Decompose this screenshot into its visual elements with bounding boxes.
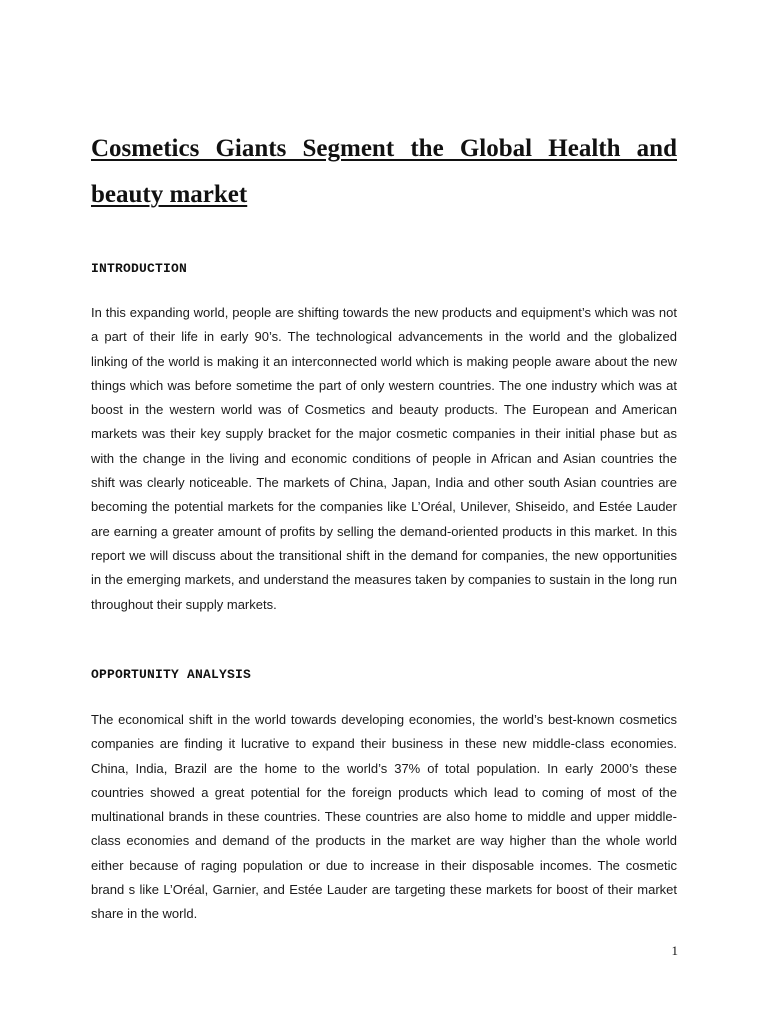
section-heading-opportunity-analysis: OPPORTUNITY ANALYSIS <box>91 667 252 682</box>
opportunity-analysis-paragraph: The economical shift in the world towards developing economies, the world’s best-known cosmetics companies are finding it lucrative to expand their business in these new middle-class economies. China, India, Brazil are the home to the world’s 37% of total population. In early 2000’s these countries showed a great potential for the foreign products which lead to coming of most of the multinational brands in these countries. These countries are also home to middle and upper middle-class economies and demand of the products in the market are way higher than the whole world either because of raging population or due to increase in their disposable incomes. The cosmetic brand s like L’Oréal, Garnier, and Estée Lauder are targeting these markets for boost of their market share in the world. <box>91 712 677 922</box>
document-title: Cosmetics Giants Segment the Global Health and beauty market <box>91 135 677 208</box>
page-number: 1 <box>671 943 678 958</box>
section-heading-introduction: INTRODUCTION <box>91 261 188 276</box>
introduction-paragraph: In this expanding world, people are shifting towards the new products and equipment’s which was not a part of their life in early 90’s. The technological advancements in the world and the globalized linking of the world is making it an interconnected world which is making people aware about the new things which was before sometime the part of only western countries. The one industry which was at boost in the western world was of Cosmetics and beauty products. The European and American markets was their key supply bracket for the major cosmetic companies in their initial phase but as with the change in the living and economic conditions of people in African and Asian countries the shift was clearly noticeable. The markets of China, Japan, India and other south Asian countries are becoming the potential markets for the companies like L’Oréal, Unilever, Shiseido, and Estée Lauder are earning a greater amount of profits by selling the demand-oriented products in this market. In this report we will discuss about the transitional shift in the demand for companies, the new opportunities in the emerging markets, and understand the measures taken by companies to sustain in the long run throughout their supply markets. <box>91 305 677 612</box>
